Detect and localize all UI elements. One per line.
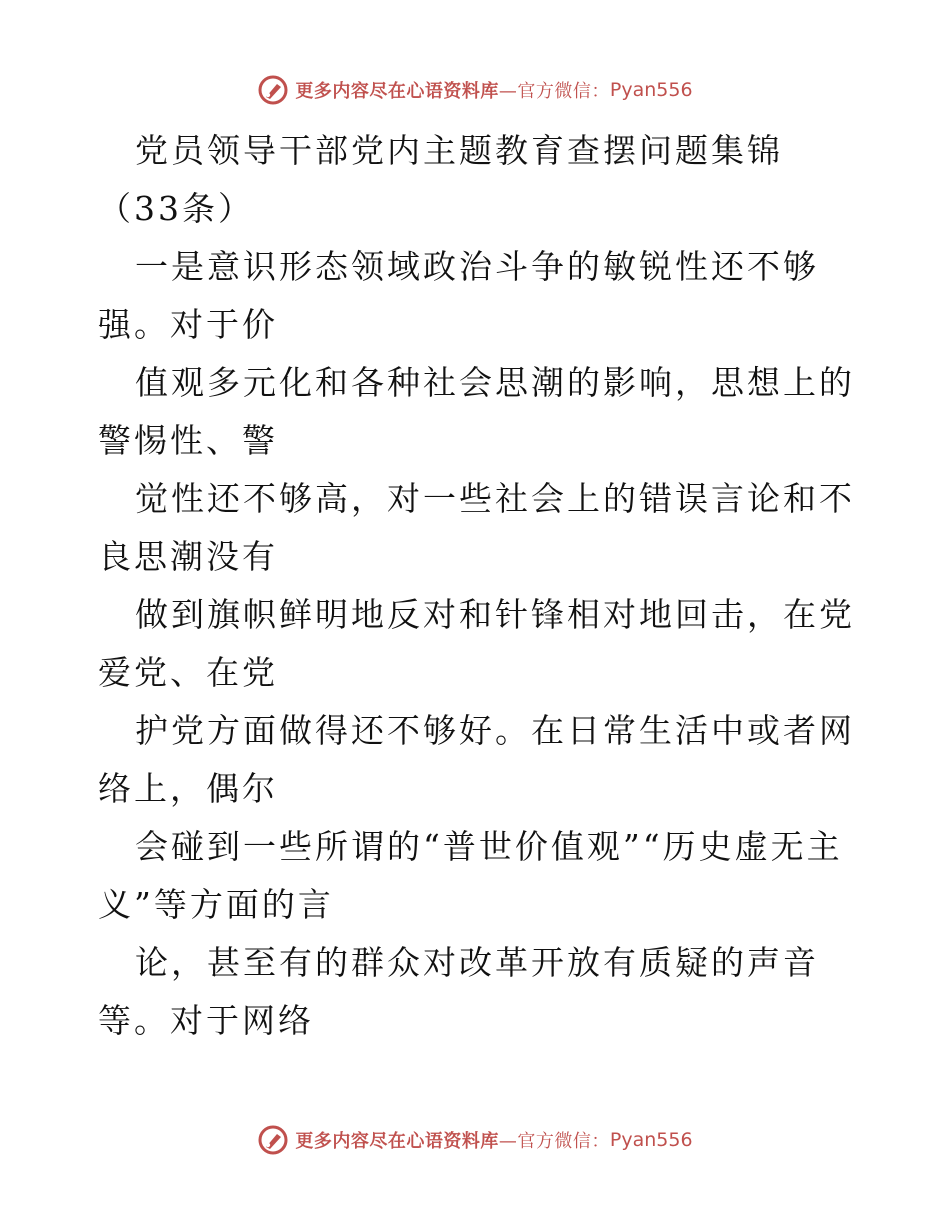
banner-separator: —官方微信： <box>498 81 610 102</box>
paragraph-line: 一是意识形态领域政治斗争的敏锐性还不够强。对于价 <box>98 247 819 344</box>
header-banner <box>0 70 950 110</box>
paragraph-line: 值观多元化和各种社会思潮的影响，思想上的警惕性、警 <box>98 363 855 460</box>
paragraph-line: 会碰到一些所谓的“普世价值观”“历史虚无主义”等方面的言 <box>98 827 843 924</box>
pen-nib-logo-icon <box>257 74 289 106</box>
paragraph-line: 觉性还不够高，对一些社会上的错误言论和不良思潮没有 <box>98 479 855 576</box>
banner-brand: 更多内容尽在心语资料库 <box>295 1131 499 1152</box>
paragraph-line: 做到旗帜鲜明地反对和针锋相对地回击，在党爱党、在党 <box>98 595 855 692</box>
banner-wechat-id: Pyan556 <box>609 1129 693 1151</box>
document-title: 党员领导干部党内主题教育查摆问题集锦（33条） <box>98 131 783 228</box>
pen-nib-logo-icon <box>257 1124 289 1156</box>
paragraph-line: 护党方面做得还不够好。在日常生活中或者网络上，偶尔 <box>98 711 855 808</box>
banner-separator: —官方微信： <box>498 1131 610 1152</box>
document-body <box>98 122 858 1050</box>
banner-brand: 更多内容尽在心语资料库 <box>295 81 499 102</box>
banner-wechat-id: Pyan556 <box>609 79 693 101</box>
paragraph-line: 论，甚至有的群众对改革开放有质疑的声音等。对于网络 <box>98 943 819 1040</box>
footer-banner <box>0 1120 950 1160</box>
